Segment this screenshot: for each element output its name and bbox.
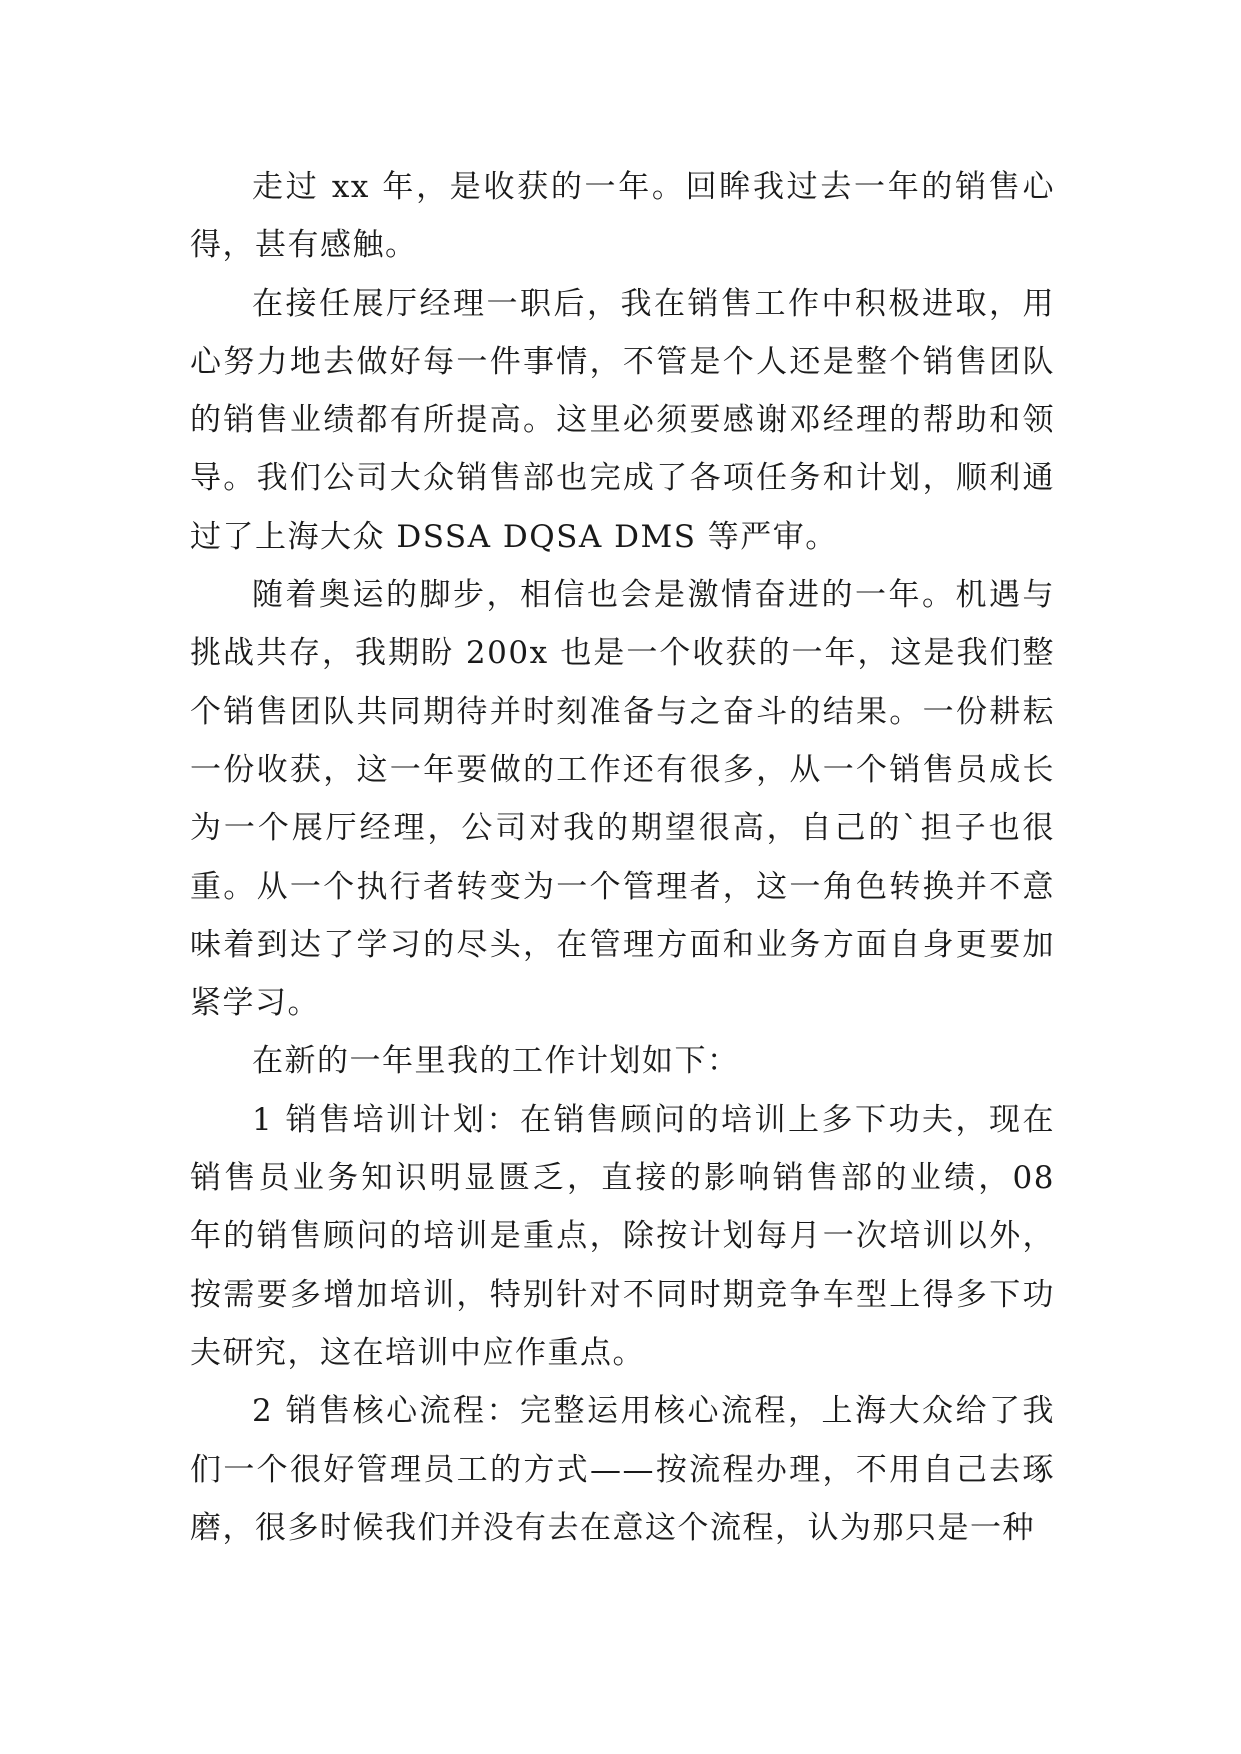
paragraph-2: 在接任展厅经理一职后，我在销售工作中积极进取，用心努力地去做好每一件事情，不管是个人还是整个销售团队的销售业绩都有所提高。这里必须要感谢邓经理的帮助和领导。我们公司大众销售部也完成了各项任务和计划，顺利通过了上海大众 DSSA DQSA DMS 等严审。 (190, 285, 1055, 555)
paragraph-3: 随着奥运的脚步，相信也会是激情奋进的一年。机遇与挑战共存，我期盼 200x 也是一个收获的一年，这是我们整个销售团队共同期待并时刻准备与之奋斗的结果。一份耕耘一份收获，这一年要做的工作还有很多，从一个销售员成长为一个展厅经理，公司对我的期望很高，自己的`担子也很重。从一个执行者转变为一个管理者，这一角色转换并不意味着到达了学习的尽头，在管理方面和业务方面自身更要加紧学习。 (190, 577, 1055, 1022)
paragraph-5: 1 销售培训计划：在销售顾问的培训上多下功夫，现在销售员业务知识明显匮乏，直接的影响销售部的业绩，08 年的销售顾问的培训是重点，除按计划每月一次培训以外，按需要多增加培训，特别针对不同时期竞争车型上得多下功夫研究，这在培训中应作重点。 (190, 1101, 1055, 1371)
paragraph-1: 走过 xx 年，是收获的一年。回眸我过去一年的销售心得，甚有感触。 (190, 169, 1055, 264)
paragraph-4: 在新的一年里我的工作计划如下： (252, 1043, 740, 1080)
document-body (190, 158, 1055, 1557)
paragraph-6: 2 销售核心流程：完整运用核心流程，上海大众给了我们一个很好管理员工的方式——按流程办理，不用自己去琢磨，很多时候我们并没有去在意这个流程，认为那只是一种 (190, 1393, 1055, 1546)
